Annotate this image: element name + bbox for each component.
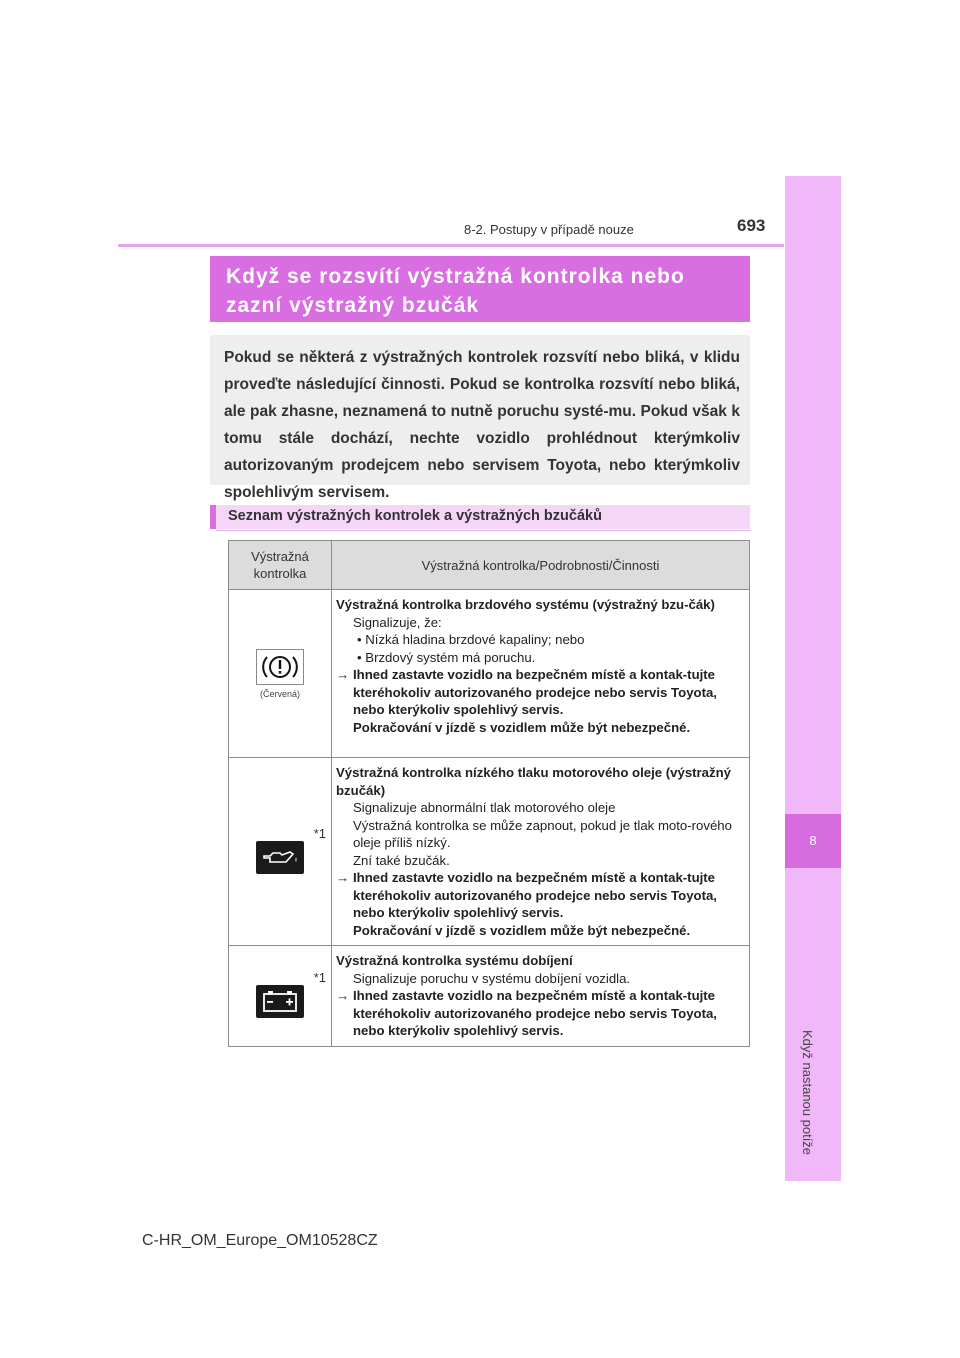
action-line [336, 869, 743, 922]
chapter-label: Když nastanou potíže [800, 1030, 815, 1156]
brake-warning-icon [256, 649, 304, 685]
chapter-number-tab: 8 [785, 814, 841, 868]
row-text: Zní také bzučák. [353, 852, 450, 868]
footnote-marker: *1 [313, 826, 326, 841]
subheading-text: Seznam výstražných kontrolek a výstražných bzučáků [228, 508, 602, 524]
icon-caption: (Červená) [259, 688, 300, 699]
oil-pressure-icon [256, 841, 304, 874]
subheading-rule [216, 530, 750, 531]
column-header-details: Výstražná kontrolka/Podrobnosti/Činnosti [332, 541, 750, 590]
danger-text: Pokračování v jízdě s vozidlem může být nebezpečné. [353, 719, 691, 735]
detail-cell [332, 590, 750, 758]
action-line [336, 666, 743, 719]
arrow-icon: → [336, 870, 350, 885]
row-title: Výstražná kontrolka nízkého tlaku motorového oleje (výstražný bzučák) [336, 765, 732, 798]
action-text: Ihned zastavte vozidlo na bezpečném místě a kontak-tujte kteréhokoliv autorizovaného prodejce nebo servis Toyota, nebo kterýkoliv spolehlivý servis. [353, 870, 717, 920]
subheading-bar [210, 505, 750, 529]
row-text: Signalizuje, že: [353, 614, 442, 630]
title-box [210, 256, 750, 322]
danger-text: Pokračování v jízdě s vozidlem může být nebezpečné. [353, 922, 691, 938]
warning-table [228, 540, 750, 1047]
detail-cell [332, 758, 750, 946]
arrow-icon: → [336, 988, 350, 1003]
icon-cell [229, 590, 332, 758]
bullet-item: • Nízká hladina brzdové kapaliny; nebo [357, 632, 585, 647]
document-footer: C-HR_OM_Europe_OM10528CZ [142, 1232, 378, 1249]
row-text: Signalizuje abnormální tlak motorového oleje [353, 800, 616, 815]
detail-cell [332, 946, 750, 1047]
header-divider [118, 244, 784, 247]
footnote-marker: *1 [313, 970, 326, 986]
section-label: 8-2. Postupy v případě nouze [464, 222, 634, 237]
arrow-icon: → [336, 667, 350, 682]
action-text: Ihned zastavte vozidlo na bezpečném místě a kontak-tujte kteréhokoliv autorizovaného prodejce nebo servis Toyota, nebo kterýkoliv spolehlivý servis. [353, 667, 717, 717]
bullet-item: • Brzdový systém má poruchu. [357, 649, 536, 665]
action-line [336, 987, 743, 1040]
row-title: Výstražná kontrolka brzdového systému (výstražný bzu-čák) [336, 597, 715, 612]
intro-box [210, 335, 750, 501]
icon-cell [229, 758, 332, 946]
row-text: Signalizuje poruchu v systému dobíjení vozidla. [353, 970, 631, 986]
intro-text: Pokud se některá z výstražných kontrolek rozsvítí nebo bliká, v klidu proveďte následující činnosti. Pokud se kontrolka rozsvítí nebo bliká, ale pak zhasne, neznamená to nutně poruchu systé-mu. Pokud však k tomu stále dochází, nechte vozidlo prohlédnout kterýmkoliv autorizovaným prodejcem nebo servisem Toyota, nebo kterýmkoliv spolehlivým servisem. [224, 349, 740, 501]
page-title: Když se rozsvítí výstražná kontrolka nebo zazní výstražný bzučák [226, 265, 685, 317]
table-header-row [229, 541, 750, 590]
row-title: Výstražná kontrolka systému dobíjení [336, 953, 573, 968]
row-text: Výstražná kontrolka se může zapnout, pokud je tlak moto-rového oleje příliš nízký. [353, 817, 732, 850]
column-header-icon: Výstražná kontrolka [229, 541, 332, 590]
icon-cell [229, 946, 332, 1047]
battery-icon [256, 985, 304, 1018]
table-row [229, 946, 750, 1047]
action-text: Ihned zastavte vozidlo na bezpečném místě a kontak-tujte kteréhokoliv autorizovaného prodejce nebo servis Toyota, nebo kterýkoliv spolehlivý servis. [353, 988, 717, 1038]
table-row [229, 590, 750, 758]
page-number: 693 [737, 216, 766, 235]
table-row [229, 758, 750, 946]
